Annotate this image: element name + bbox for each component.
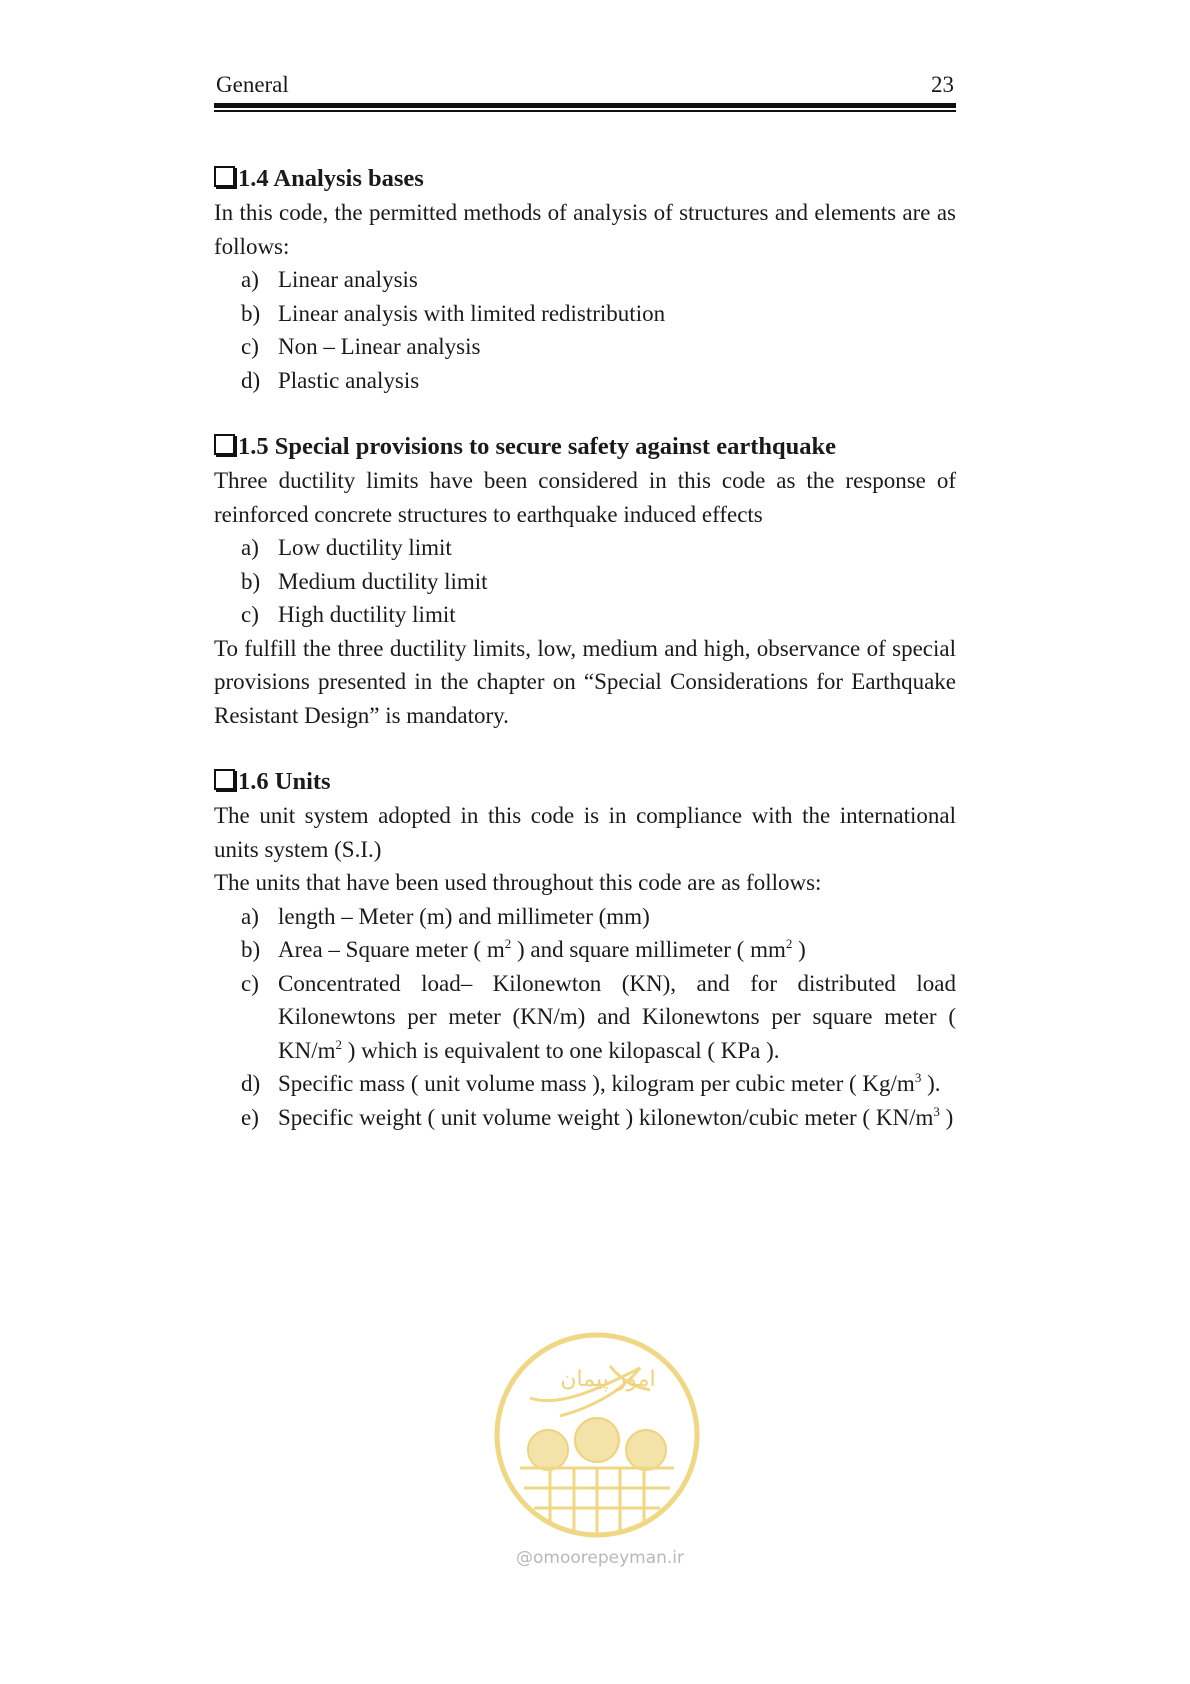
section-1-5-closing: To fulfill the three ductility limits, low, medium and high, observance of special provisions presented in the chapter on “Special Considerations for Earthquake Resistant Design” is mandatory. (214, 635, 956, 728)
list-text: Plastic analysis (278, 367, 420, 393)
watermark-logo-text: امور پیمان (560, 1367, 656, 1392)
superscript: 2 (335, 1036, 342, 1052)
list-marker: b) (241, 300, 261, 326)
list-text: Linear analysis with limited redistribution (278, 300, 666, 326)
watermark-logo-icon (490, 1328, 704, 1542)
running-header (214, 68, 956, 96)
list-item (214, 297, 956, 331)
list-item (214, 967, 956, 1068)
list-text: Non – Linear analysis (278, 334, 481, 359)
checkbox-bullet-icon (214, 166, 235, 187)
list-item (214, 933, 956, 967)
section-spacer (214, 732, 956, 765)
superscript: 3 (914, 1070, 922, 1085)
watermark-caption: @omoorepeyman.ir (515, 1548, 685, 1568)
list-text: ) and square millimeter ( mm (511, 937, 786, 962)
checkbox-bullet-icon (214, 434, 235, 455)
list-item (214, 364, 956, 398)
analysis-methods-list (214, 263, 956, 397)
list-marker: c) (241, 970, 259, 996)
list-marker: c) (241, 334, 259, 359)
list-item (214, 263, 956, 297)
list-marker: a) (241, 903, 259, 929)
header-rule-thin (214, 110, 956, 112)
list-text: Specific mass ( unit volume mass ), kilogram per cubic meter ( Kg/m (278, 1071, 915, 1096)
list-text: Concentrated load– Kilonewton (KN), and for distributed load Kilonewtons per meter (KN/m) and Kilonewtons per square meter ( KN/m (278, 970, 956, 1063)
header-rule-thick (214, 103, 956, 108)
list-text: ). (921, 1071, 941, 1096)
list-marker: a) (241, 535, 259, 560)
list-marker: d) (241, 367, 261, 393)
list-text: Area – Square meter ( m (278, 937, 505, 962)
list-text: ) which is equivalent to one kilopascal ( KPa ). (342, 1037, 780, 1063)
section-1-5-heading (214, 430, 956, 464)
list-text: ) (939, 1104, 954, 1130)
list-item (214, 1067, 956, 1101)
list-item (214, 1101, 956, 1135)
units-list (214, 900, 956, 1135)
list-marker: b) (241, 568, 261, 594)
section-1-6-intro-2: The units that have been used throughout this code are as follows: (214, 870, 822, 895)
body-content (214, 162, 956, 1134)
list-marker: b) (241, 937, 261, 962)
list-text: Low ductility limit (278, 535, 452, 560)
header-section-title: General (216, 72, 289, 97)
section-1-4-heading (214, 162, 956, 196)
section-title: 1.4 Analysis bases (238, 165, 424, 192)
section-title: 1.6 Units (238, 768, 331, 795)
section-1-5-intro: Three ductility limits have been considered in this code as the response of reinforced concrete structures to earthquake induced effects (214, 468, 956, 527)
list-item (214, 598, 956, 632)
list-item (214, 330, 956, 364)
list-text: length – Meter (m) and millimeter (mm) (278, 903, 650, 929)
list-text: Linear analysis (278, 267, 418, 292)
list-item (214, 531, 956, 565)
section-spacer (214, 397, 956, 430)
list-marker: e) (241, 1104, 259, 1130)
section-1-6-intro: The unit system adopted in this code is in compliance with the international units system (S.I.) (214, 803, 956, 862)
header-page-number: 23 (931, 72, 954, 97)
section-1-4-intro: In this code, the permitted methods of analysis of structures and elements are as follows: (214, 200, 956, 259)
list-marker: c) (241, 602, 259, 627)
section-1-6-heading (214, 765, 956, 799)
list-item (214, 565, 956, 599)
list-marker: a) (241, 267, 259, 292)
checkbox-bullet-icon (214, 769, 235, 790)
list-text: ) (792, 937, 806, 962)
list-text: High ductility limit (278, 602, 456, 627)
list-text: Medium ductility limit (278, 568, 488, 594)
list-marker: d) (241, 1071, 261, 1096)
section-title: 1.5 Special provisions to secure safety against earthquake (238, 433, 836, 460)
superscript: 3 (933, 1103, 940, 1119)
list-text: Specific weight ( unit volume weight ) kilonewton/cubic meter ( KN/m (278, 1104, 934, 1130)
ductility-limits-list (214, 531, 956, 632)
superscript: 2 (504, 936, 512, 951)
list-item (214, 900, 956, 934)
superscript: 2 (785, 936, 793, 951)
